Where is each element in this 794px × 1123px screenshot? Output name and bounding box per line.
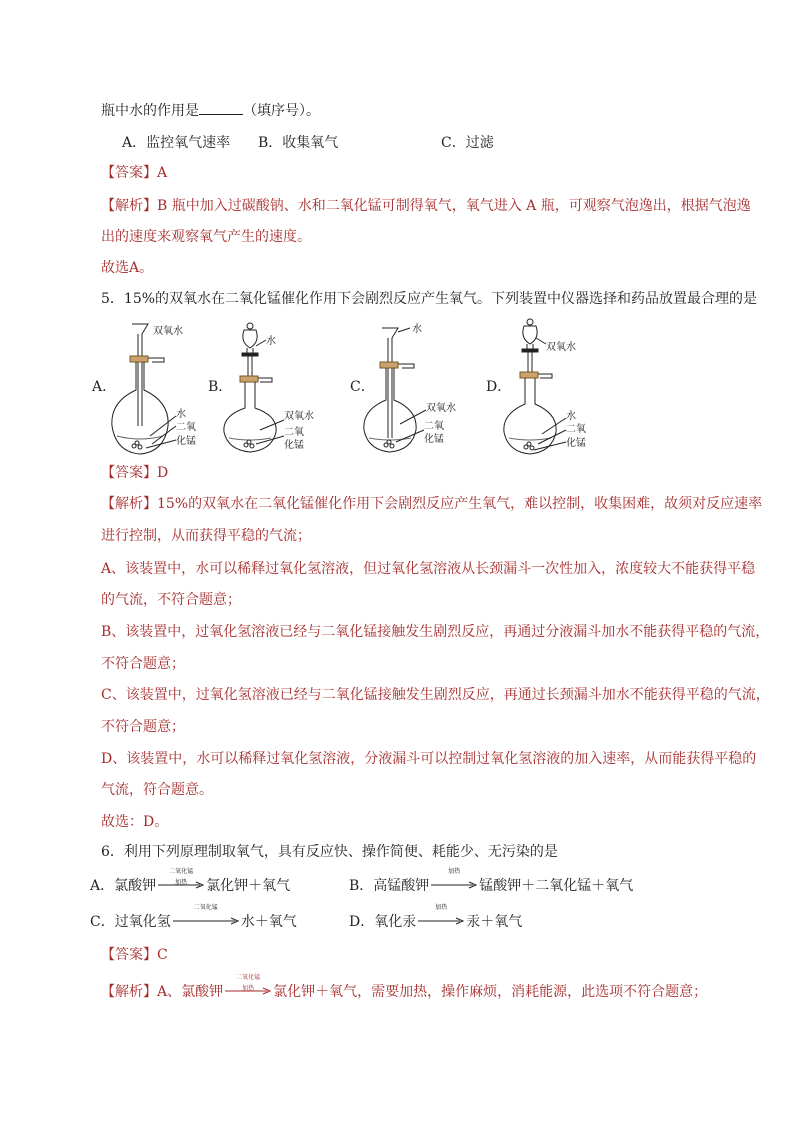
q4-stem-end: （填序号）。 xyxy=(243,103,320,119)
q4-conclusion: 故选A。 xyxy=(101,260,154,276)
label-a-mno2-2: 氧 xyxy=(186,422,196,433)
answer-blank xyxy=(199,102,243,115)
analysis-text: 15%的双氧水在二氧化锰催化作用下会剧烈反应产生氧气，难以控制，收集困难，故须对反应速率 xyxy=(157,496,763,512)
reactant: D．氧化汞 xyxy=(349,914,417,930)
label-b-peroxide: 双氧水 xyxy=(284,411,314,422)
q5-analysis-line-6: 不符合题意； xyxy=(101,656,185,672)
label-c-peroxide: 双氧水 xyxy=(426,403,456,414)
q6-option-c xyxy=(90,904,297,931)
products: 锰酸钾＋二氧化锰＋氧气 xyxy=(479,878,634,894)
q5-stem: 5．15%的双氧水在二氧化锰催化作用下会剧烈反应产生氧气。下列装置中仪器选择和药品放置最合理的是 xyxy=(101,291,758,307)
apparatus-d xyxy=(504,319,566,454)
analysis-tag: 【解析】 xyxy=(101,984,157,1000)
products: 水＋氧气 xyxy=(240,914,297,930)
option-letter-d: D． xyxy=(486,379,512,395)
condition-top: 加热 xyxy=(448,868,461,875)
reactant: A、氯酸钾 xyxy=(157,984,224,1000)
label-b-mno2-1: 二氧 xyxy=(284,427,304,438)
label-d-mno2-2: 氧 xyxy=(576,424,586,435)
q4-analysis-line-1 xyxy=(101,197,751,215)
apparatus-c xyxy=(364,328,426,452)
q5-analysis-line-5: B、该装置中，过氧化氢溶液已经与二氧化锰接触发生剧烈反应，再通过分液漏斗加水不能获得平稳的气流， xyxy=(101,624,770,640)
arrow-icon xyxy=(418,916,464,926)
answer-value: D xyxy=(157,465,169,481)
q5-apparatus-figure xyxy=(90,318,710,458)
q5-analysis-line-2: 进行控制，从而获得平稳的气流； xyxy=(101,528,311,544)
answer-tag: 【答案】 xyxy=(101,947,157,963)
analysis-tag: 【解析】 xyxy=(101,496,157,512)
answer-tag: 【答案】 xyxy=(101,465,157,481)
label-a-water: 水 xyxy=(176,409,186,420)
option-letter-c: C． xyxy=(350,379,375,395)
reactant: A．氯酸钾 xyxy=(90,878,157,894)
label-a-mno2-3: 化锰 xyxy=(176,436,196,447)
answer-value: C xyxy=(157,947,168,963)
answer-value: A xyxy=(157,165,168,181)
q4-analysis-line-2: 出的速度来观察氧气产生的速度。 xyxy=(101,229,311,245)
q4-stem xyxy=(101,102,320,120)
label-d-water: 水 xyxy=(566,411,576,422)
condition-bottom: 加热 xyxy=(175,879,188,886)
q4-option-a: A．监控氧气速率 xyxy=(122,135,231,151)
label-c-mno2-1: 二氧 xyxy=(424,421,444,432)
q5-analysis-line-7: C、该装置中，过氧化氢溶液已经与二氧化锰接触发生剧烈反应，再通过长颈漏斗加水不能获得平稳的气流， xyxy=(101,687,770,703)
analysis-text: 氯化钾＋氧气，需要加热，操作麻烦，消耗能源，此选项不符合题意； xyxy=(273,984,708,1000)
q6-stem: 6．利用下列原理制取氧气，具有反应快、操作简便、耗能少、无污染的是 xyxy=(101,844,558,860)
label-a-peroxide: 双氧水 xyxy=(153,326,183,337)
condition-bottom: 加热 xyxy=(242,985,255,992)
q6-option-b xyxy=(349,868,634,895)
arrow-icon xyxy=(431,880,477,890)
q4-option-b: B．收集氧气 xyxy=(258,135,339,151)
condition-top: 二氧化锰 xyxy=(236,974,261,981)
products: 氯化钾＋氧气 xyxy=(206,878,291,894)
reactant: C．过氧化氢 xyxy=(90,914,171,930)
q6-analysis-line-1 xyxy=(101,974,708,1001)
label-d-mno2-1: 二 xyxy=(566,424,576,435)
condition-top: 二氧化锰 xyxy=(193,904,218,911)
label-a-mno2-1: 二 xyxy=(176,422,186,433)
q5-analysis-line-3: A、该装置中，水可以稀释过氧化氢溶液，但过氧化氢溶液从长颈漏斗一次性加入，浓度较大不能获得平稳 xyxy=(101,561,756,577)
q5-conclusion: 故选：D。 xyxy=(101,814,169,830)
option-letter-b: B． xyxy=(208,379,233,395)
q6-option-d xyxy=(349,904,523,931)
q5-analysis-line-10: 气流，符合题意。 xyxy=(101,782,213,798)
label-c-water: 水 xyxy=(412,324,422,335)
label-d-mno2-3: 化锰 xyxy=(566,438,586,449)
label-c-mno2-2: 化锰 xyxy=(424,434,444,445)
q4-option-c: C．过滤 xyxy=(441,135,494,151)
q4-stem-text: 瓶中水的作用是 xyxy=(101,103,199,119)
q5-analysis-line-8: 不符合题意； xyxy=(101,719,185,735)
q6-option-a xyxy=(90,868,291,895)
option-letter-a: A． xyxy=(92,379,117,395)
apparatus-a xyxy=(112,324,176,454)
label-d-peroxide: 双氧水 xyxy=(546,342,576,353)
reaction-arrow xyxy=(158,868,204,895)
arrow-icon xyxy=(173,916,239,926)
reaction-arrow xyxy=(418,904,464,931)
reaction-arrow xyxy=(173,904,239,931)
q5-analysis-line-4: 的气流，不符合题意； xyxy=(101,592,241,608)
q5-analysis-line-1 xyxy=(101,495,762,513)
reactant: B．高锰酸钾 xyxy=(349,878,430,894)
apparatus-drawings xyxy=(90,318,710,458)
reaction-arrow xyxy=(431,868,477,895)
label-b-water: 水 xyxy=(266,336,276,347)
answer-tag: 【答案】 xyxy=(101,165,157,181)
q6-answer xyxy=(101,946,168,964)
reaction-arrow xyxy=(225,974,271,1001)
condition-top: 二氧化锰 xyxy=(169,868,194,875)
q5-answer xyxy=(101,464,168,482)
analysis-tag: 【解析】 xyxy=(101,198,157,214)
q4-answer xyxy=(101,164,167,182)
products: 汞＋氧气 xyxy=(466,914,523,930)
q5-analysis-line-9: D、该装置中，水可以稀释过氧化氢溶液，分液漏斗可以控制过氧化氢溶液的加入速率，从而能获得平稳的 xyxy=(101,751,757,767)
label-b-mno2-2: 化锰 xyxy=(284,440,304,451)
condition-top: 加热 xyxy=(435,904,448,911)
analysis-text: B 瓶中加入过碳酸钠、水和二氧化锰可制得氧气，氧气进入 A 瓶，可观察气泡逸出，根据气泡逸 xyxy=(157,198,751,214)
